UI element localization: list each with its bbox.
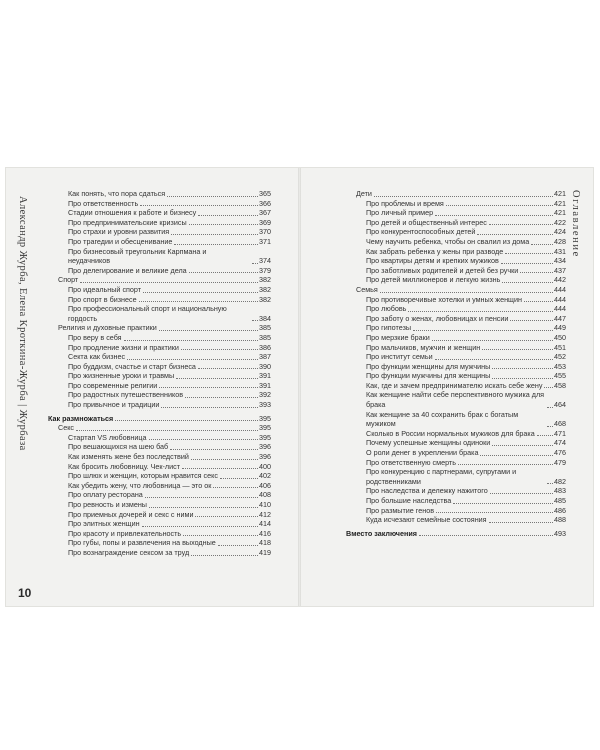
toc-entry-title: О роли денег в укреплении брака [366,448,479,458]
toc-entry [346,266,566,276]
toc-entry-title: Про конкуренцию с партнерами, супругами и родственниками [366,467,517,486]
toc-entry-page: 371 [259,236,271,246]
toc-entry-page: 412 [259,509,271,519]
toc-entry-page: 382 [259,294,271,304]
dot-leader [140,205,258,206]
toc-entry-title: Про ответственность [68,198,139,208]
dot-leader [195,516,258,517]
toc-entry [48,538,271,548]
toc-entry [346,275,566,285]
toc-entry-page: 382 [259,275,271,285]
toc-entry-title: Про мерзкие браки [366,332,430,342]
toc-entry [346,458,566,468]
toc-entry [346,352,566,362]
toc-entry [346,515,566,525]
dot-leader [436,512,553,513]
toc-entry-title: Стартап VS любовница [68,432,147,442]
dot-leader [218,545,258,546]
toc-entry-page: 428 [554,236,566,246]
toc-entry-title: Про наследства и дележку нажитого [366,486,488,496]
toc-entry [48,471,271,481]
toc-entry-title: Про противоречивые хотелки и умных женщин [366,294,522,304]
toc-entry [346,410,566,429]
toc-entry-title: Религия и духовные практики [58,323,157,333]
toc-entry [48,333,271,343]
toc-entry [48,529,271,539]
dot-leader [502,282,553,283]
toc-entry-title: Секс [58,423,75,433]
dot-leader [198,215,258,216]
toc-entry [346,256,566,266]
toc-entry [48,362,271,372]
toc-entry-title: Почему успешные женщины одиноки [366,438,491,448]
toc-entry-title: Про функции мужчины для женщины [366,371,491,381]
toc-entry-page: 408 [259,490,271,500]
dot-leader [492,445,553,446]
toc-entry [346,506,566,516]
toc-entry [346,381,566,391]
dot-leader [482,349,553,350]
toc-entry-page: 414 [259,519,271,529]
toc-entry-page: 444 [554,284,566,294]
toc-entry-page: 421 [554,189,566,198]
toc-entry [48,199,271,209]
dot-leader [547,426,553,427]
toc-entry-title: Как изменять жене без последствий [68,452,189,462]
dot-leader [505,253,553,254]
dot-leader [374,196,553,197]
toc-entry [346,371,566,381]
toc-entry-title: Про буддизм, счастье и старт бизнеса [68,361,196,371]
toc-entry [48,442,271,452]
dot-leader [446,205,553,206]
toc-entry [48,208,271,218]
toc-entry [48,285,271,295]
toc-entry [346,218,566,228]
dot-leader [185,397,258,398]
toc-entry [48,371,271,381]
toc-entry-title: Как понять, что пора сдаться [68,189,166,198]
toc-entry-page: 458 [554,380,566,390]
dot-leader [80,282,258,283]
toc-entry-title: Про продление жизни и практики [68,342,179,352]
toc-entry-title: Про идеальный спорт [68,284,142,294]
dot-leader [176,378,258,379]
toc-entry-title: Про предпринимательские кризисы [68,217,187,227]
toc-entry [48,247,271,266]
toc-entry [346,467,566,486]
dot-leader [170,449,258,450]
dot-leader [435,359,553,360]
toc-entry-page: 444 [554,294,566,304]
toc-entry-title: Семья [356,284,378,294]
dot-leader [547,483,553,484]
toc-entry-page: 476 [554,448,566,458]
dot-leader [124,340,258,341]
toc-entry [48,352,271,362]
toc-entry-title: Про гипотезы [366,323,412,333]
dot-leader [149,439,258,440]
toc-entry-title: Про конкурентоспособных детей [366,227,476,237]
toc-entry [48,490,271,500]
toc-entry [346,496,566,506]
toc-entry [346,237,566,247]
toc-entry-title: Про личный пример [366,208,434,218]
toc-entry [346,199,566,209]
book-spread [6,168,593,606]
toc-entry-title: Куда исчезают семейные состояния [366,515,487,525]
toc-entry-title: Про приемных дочерей и секс с ними [68,509,194,519]
toc-entry [346,314,566,324]
toc-entry [48,275,271,285]
toc-entry [48,462,271,472]
toc-entry-title: Про институт семьи [366,352,433,362]
toc-entry [346,362,566,372]
dot-leader [171,234,258,235]
dot-leader [547,407,553,408]
dot-leader [145,497,258,498]
toc-entry-page: 396 [259,452,271,462]
toc-entry [346,343,566,353]
toc-entry-page: 493 [554,528,566,538]
toc-entry-page: 385 [259,332,271,342]
toc-entry-page: 485 [554,496,566,505]
toc-entry-page: 390 [259,361,271,371]
right-page [300,168,593,606]
toc-entry [346,295,566,305]
toc-entry [346,333,566,343]
toc-entry [346,429,566,439]
toc-entry-page: 449 [554,323,566,333]
left-page [6,168,299,606]
dot-leader [213,487,258,488]
dot-leader [492,378,553,379]
toc-entry [48,189,271,199]
dot-leader [537,435,553,436]
toc-entry-page: 393 [259,400,271,410]
toc-entry [346,304,566,314]
dot-leader [115,420,258,421]
toc-entry-page: 402 [259,471,271,481]
toc-entry-page: 431 [554,246,566,256]
toc-entry-page: 453 [554,361,566,371]
toc-entry [48,423,271,433]
dot-leader [167,196,258,197]
toc-entry-page: 483 [554,486,566,496]
dot-leader [174,244,258,245]
dot-leader [142,526,258,527]
toc-entry [48,548,271,558]
toc-entry-page: 366 [259,198,271,208]
toc-entry-page: 418 [259,538,271,548]
toc-entry-page: 450 [554,332,566,342]
toc-entry [48,266,271,276]
dot-leader [139,301,258,302]
toc-entry [48,381,271,391]
toc-entry-title: Про элитных женщин [68,519,140,529]
toc-entry-page: 468 [554,419,566,429]
toc-entry [48,227,271,237]
dot-leader [492,368,553,369]
toc-entry-page: 434 [554,256,566,266]
dot-leader [510,320,553,321]
toc-entry-page: 479 [554,457,566,467]
toc-entry-page: 387 [259,352,271,362]
dot-leader [252,263,258,264]
toc-entry [48,390,271,400]
toc-entry [346,247,566,257]
toc-entry-page: 391 [259,380,271,390]
toc-entry-title: Про проблемы и время [366,198,444,208]
toc-entry [346,189,566,199]
toc-entry-page: 410 [259,500,271,509]
dot-leader [161,407,258,408]
toc-entry-title: Сколько в России нормальных мужиков для брака [366,428,535,438]
toc-entry-title: Про квартиры детям и крепких мужиков [366,256,499,266]
toc-entry-title: Про бизнесовый треугольник Карпмана и неудачников [68,246,207,266]
toc-entry-page: 416 [259,528,271,538]
toc-entry-title: Секта как бизнес [68,352,126,362]
toc-entry-title: Про детей миллионеров и легкую жизнь [366,275,501,285]
toc-entry-page: 482 [554,476,566,486]
dot-leader [198,368,258,369]
toc-entry-page: 384 [259,313,271,323]
toc-entry-title: Как бросить любовницу. Чек-лист [68,461,180,471]
dot-leader [490,493,553,494]
right-running-head: Оглавление [570,190,581,258]
toc-entry-title: Про привычное и традиции [68,400,160,410]
toc-entry-page: 391 [259,371,271,381]
toc-entry-page: 406 [259,480,271,490]
toc-entry-page: 419 [259,547,271,557]
toc-entry-page: 367 [259,208,271,218]
dot-leader [520,272,553,273]
left-toc [48,189,271,558]
dot-leader [220,478,258,479]
toc-entry-title: Про заботливых родителей и детей без ручки [366,265,519,275]
dot-leader [149,507,258,508]
dot-leader [380,292,553,293]
toc-entry [48,433,271,443]
toc-entry-title: Спорт [58,275,79,285]
toc-entry-title: Как женщине за 40 сохранить брак с богатым мужиком [366,409,519,429]
toc-entry-page: 422 [554,217,566,227]
dot-leader [408,311,553,312]
toc-entry-page: 392 [259,390,271,400]
toc-entry [346,285,566,295]
toc-entry-page: 474 [554,438,566,448]
dot-leader [480,455,553,456]
toc-entry-title: Как женщине найти себе перспективного мужика для брака [366,390,545,410]
dot-leader [127,359,258,360]
dot-leader [191,459,258,460]
toc-entry [48,500,271,510]
toc-entry [48,481,271,491]
toc-entry-title: Про трагедии и обесценивание [68,236,173,246]
right-toc [346,189,566,538]
toc-entry [346,486,566,496]
dot-leader [435,215,553,216]
toc-entry [346,323,566,333]
toc-entry-title: Про ревность и измены [68,500,147,509]
dot-leader [458,464,553,465]
dot-leader [531,244,553,245]
toc-entry-title: Как забрать ребенка у жены при разводе [366,246,504,256]
dot-leader [143,292,258,293]
toc-entry-title: Про большие наследства [366,496,452,505]
toc-entry-page: 396 [259,442,271,452]
toc-entry-page: 486 [554,505,566,515]
toc-entry-title: Про шлюх и женщин, которым нравится секс [68,471,218,481]
toc-entry [346,448,566,458]
toc-entry-title: Про радостных путешественников [68,390,184,400]
toc-entry-title: Про вознаграждение сексом за труд [68,547,190,557]
toc-entry [48,343,271,353]
toc-entry-page: 400 [259,461,271,471]
dot-leader [413,330,553,331]
toc-entry-title: Про вешающихся на шею баб [68,442,169,452]
dot-leader [489,224,553,225]
toc-entry-title: Про мальчиков, мужчин и женщин [366,342,481,352]
toc-entry-title: Про веру в себя [68,332,122,342]
toc-entry-title: Как убедить жену, что любовница — это ок [68,480,212,490]
toc-entry [48,295,271,305]
toc-entry-page: 421 [554,198,566,208]
toc-entry [48,323,271,333]
dot-leader [159,387,258,388]
toc-entry-page: 488 [554,515,566,525]
toc-entry [48,414,271,424]
dot-leader [191,555,258,556]
toc-entry-title: Про губы, попы и развлечения на выходные [68,538,216,548]
toc-entry-title: Как, где и зачем предпринимателю искать себе жену [366,380,543,390]
toc-entry-page: 442 [554,275,566,285]
toc-entry-title: Про делегирование и великие дела [68,265,187,275]
toc-entry-page: 421 [554,208,566,218]
toc-entry-title: Про ответственную смерть [366,457,456,467]
toc-entry-title: Про красоту и привлекательность [68,528,182,538]
left-running-head: Александр Журба, Елена Кроткина-Журба | Журбаза [17,196,28,451]
toc-entry-page: 382 [259,284,271,294]
toc-entry-title: Про детей и общественный интерес [366,217,487,227]
toc-entry-page: 447 [554,313,566,323]
toc-entry-page: 452 [554,352,566,362]
toc-entry-page: 437 [554,265,566,275]
toc-entry-title: Дети [356,189,372,198]
toc-entry-page: 374 [259,256,271,266]
toc-entry-title: Стадии отношения к работе и бизнесу [68,208,197,218]
toc-entry-page: 369 [259,217,271,227]
toc-entry [48,519,271,529]
toc-entry [346,227,566,237]
dot-leader [252,320,258,321]
toc-entry-title: Про страхи и уровни развития [68,227,170,237]
toc-entry-page: 424 [554,227,566,237]
toc-entry [346,529,566,539]
dot-leader [182,468,258,469]
toc-entry-page: 379 [259,265,271,275]
toc-entry [346,208,566,218]
dot-leader [432,340,553,341]
toc-entry-title: Про жизненные уроки и травмы [68,371,175,381]
toc-entry [346,390,566,409]
dot-leader [489,522,553,523]
toc-entry-title: Чему научить ребенка, чтобы он свалил из дома [366,236,530,246]
toc-entry-title: Про оплату ресторана [68,490,143,500]
toc-entry-page: 464 [554,400,566,410]
dot-leader [159,330,258,331]
dot-leader [501,263,553,264]
dot-leader [181,349,258,350]
toc-entry-title: Про современные религии [68,380,158,390]
toc-entry-page: 395 [259,413,271,423]
toc-entry-title: Про заботу о женах, любовницах и пенсии [366,313,509,323]
toc-entry-page: 370 [259,227,271,237]
toc-entry-page: 395 [259,432,271,442]
toc-entry [48,400,271,410]
dot-leader [453,503,553,504]
toc-entry-page: 444 [554,304,566,314]
dot-leader [524,301,553,302]
toc-entry-page: 365 [259,189,271,198]
toc-entry-title: Про любовь [366,304,407,314]
toc-entry-page: 395 [259,423,271,433]
toc-entry-title: Как размножаться [48,413,114,423]
toc-entry [48,452,271,462]
toc-entry [48,510,271,520]
dot-leader [189,272,258,273]
toc-entry-page: 471 [554,428,566,438]
dot-leader [183,535,258,536]
page-number: 10 [18,586,32,600]
dot-leader [477,234,553,235]
toc-entry-title: Вместо заключения [346,528,417,538]
toc-entry [48,237,271,247]
toc-entry-title: Про спорт в бизнесе [68,294,137,304]
dot-leader [189,224,258,225]
toc-entry [48,304,271,323]
toc-entry-title: Про профессиональный спорт и национальную гордость [68,304,227,323]
toc-entry-page: 451 [554,342,566,352]
toc-entry [48,218,271,228]
dot-leader [76,430,258,431]
toc-entry-page: 386 [259,342,271,352]
toc-entry-page: 385 [259,323,271,333]
dot-leader [544,387,553,388]
toc-entry-title: Про функции женщины для мужчины [366,361,491,371]
dot-leader [419,535,553,536]
toc-entry [346,438,566,448]
toc-entry-page: 455 [554,371,566,381]
toc-entry-title: Про размытие генов [366,505,435,515]
